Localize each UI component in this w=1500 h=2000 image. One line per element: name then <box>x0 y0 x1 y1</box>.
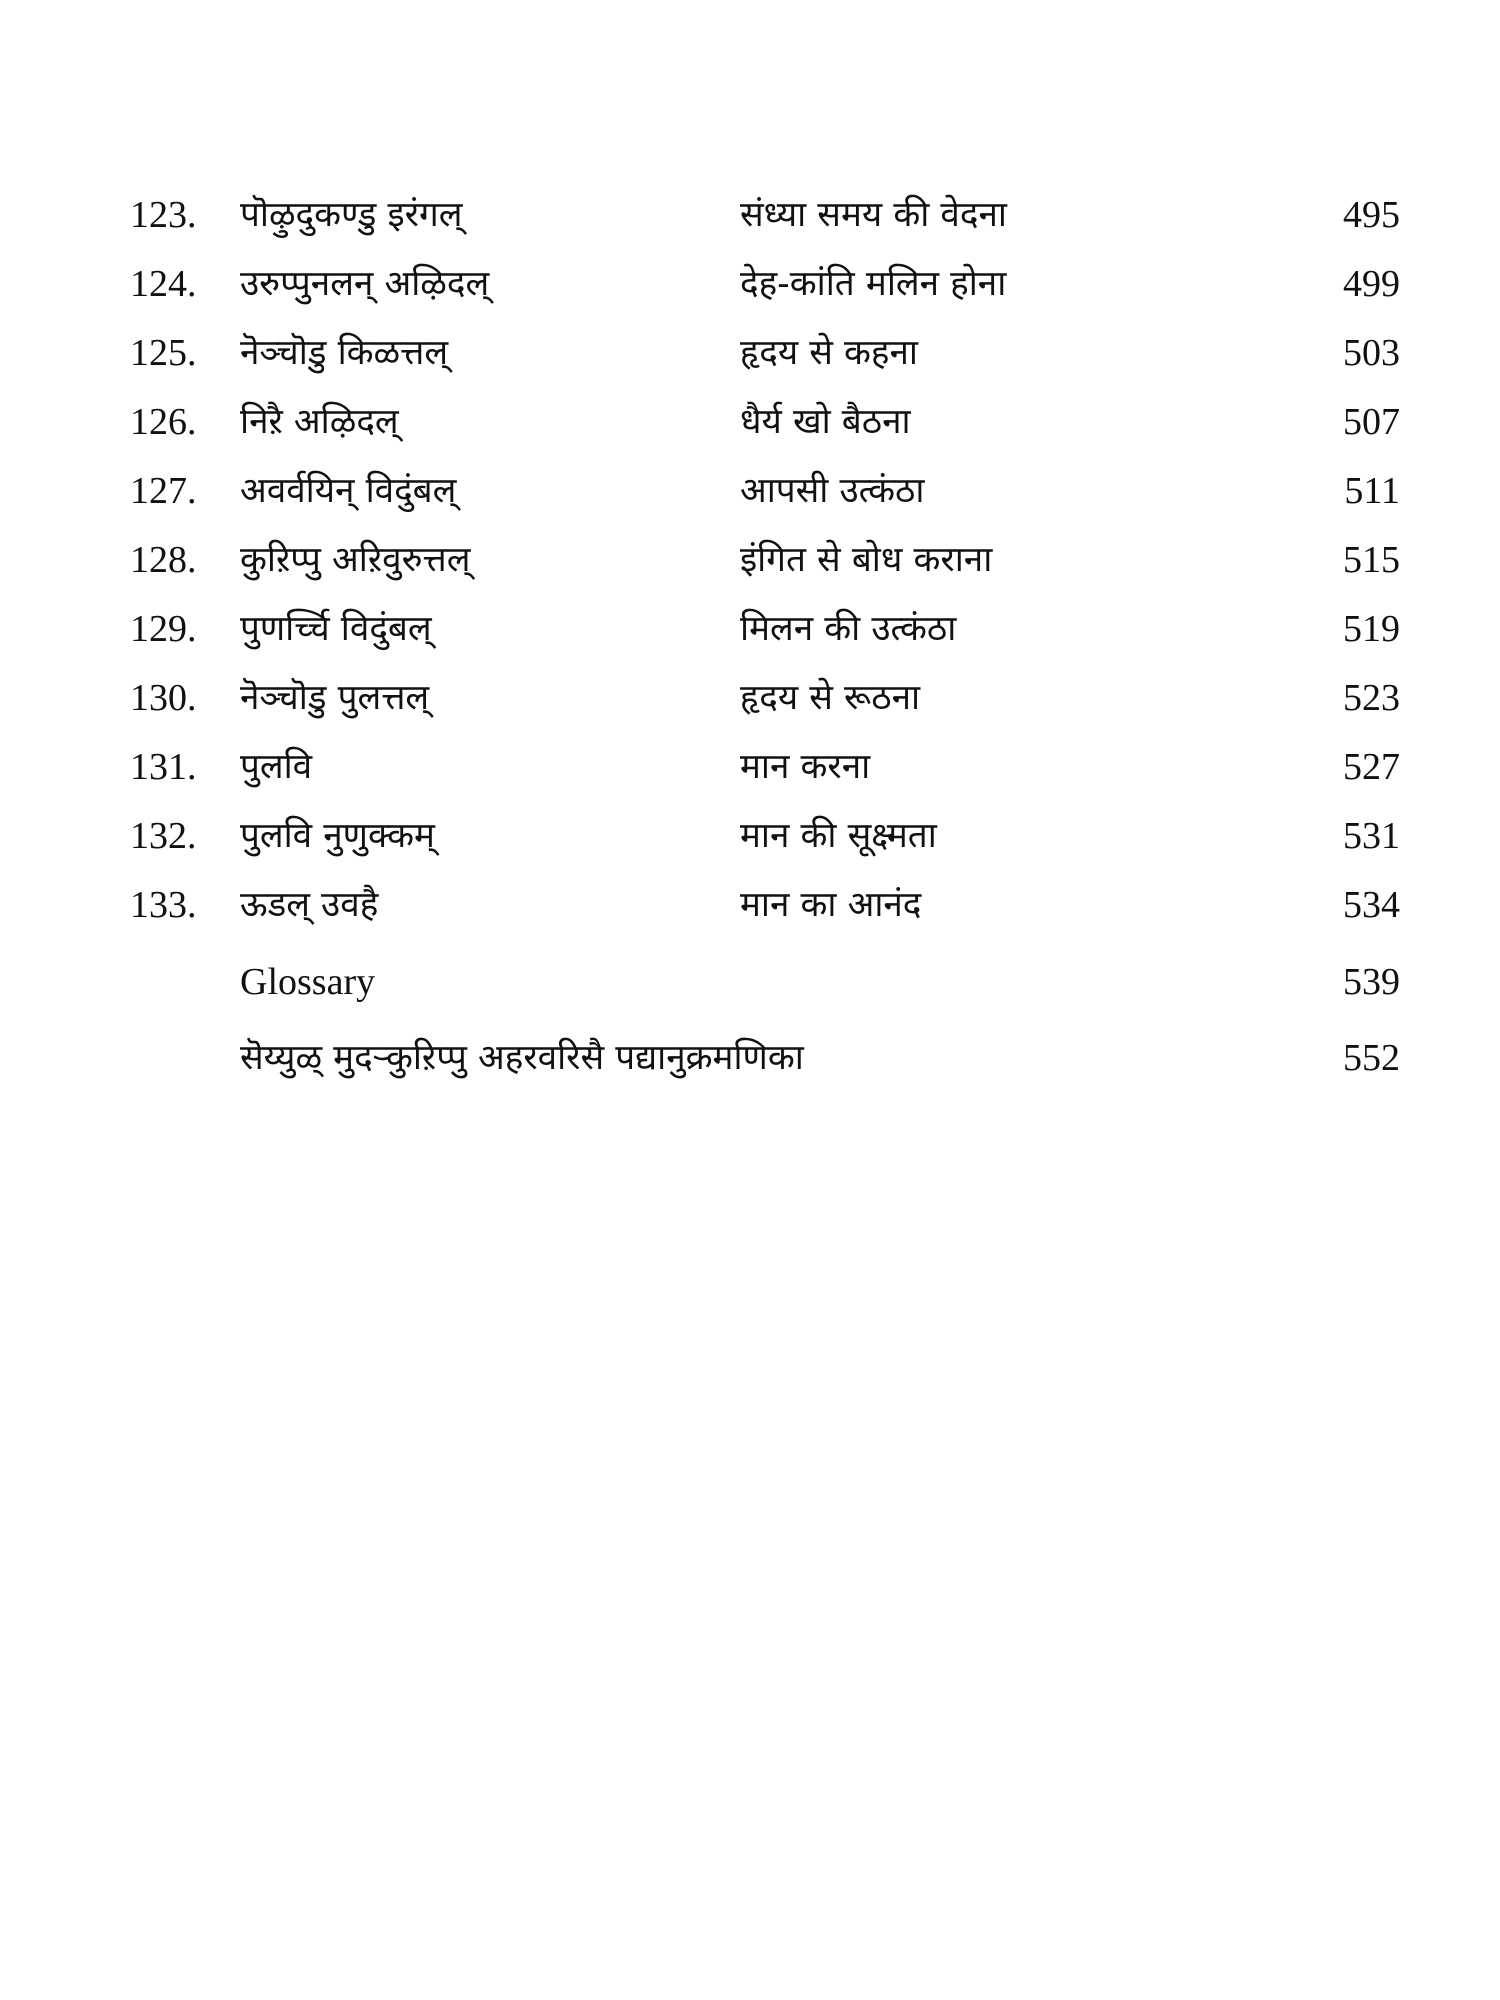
entry-number: 125. <box>130 332 197 374</box>
toc-entry <box>0 461 1500 521</box>
entry-page-number: 507 <box>1343 401 1400 443</box>
toc-entry <box>0 668 1500 728</box>
verse-index-page-number: 552 <box>1343 1037 1400 1079</box>
entry-page-number: 523 <box>1343 677 1400 719</box>
entry-meaning: मान करना <box>740 747 871 787</box>
entry-meaning: इंगित से बोध कराना <box>740 540 993 580</box>
entry-title: नॆञ्चॊडु पुलत्तल् <box>240 678 430 718</box>
entry-page-number: 503 <box>1343 332 1400 374</box>
entry-number: 133. <box>130 884 197 926</box>
entry-title: ऊडल् उवहै <box>240 885 379 925</box>
entry-page-number: 499 <box>1343 263 1400 305</box>
entry-title: अवर्वयिन् विदुंबल् <box>240 471 457 511</box>
toc-entry <box>0 875 1500 935</box>
entry-meaning: देह-कांति मलिन होना <box>740 264 1007 304</box>
entry-title: नॆञ्चॊडु किळत्तल् <box>240 333 449 373</box>
entry-number: 124. <box>130 263 197 305</box>
toc-entry <box>0 737 1500 797</box>
entry-number: 127. <box>130 470 197 512</box>
entry-meaning: संध्या समय की वेदना <box>740 195 1007 235</box>
entry-page-number: 515 <box>1343 539 1400 581</box>
entry-title: पॊऴुदुकण्डु इरंगल् <box>240 195 463 235</box>
toc-entry <box>0 254 1500 314</box>
entry-title: पुलवि नुणुक्कम् <box>240 816 435 856</box>
entry-meaning: मान की सूक्ष्मता <box>740 816 937 856</box>
glossary-title: Glossary <box>240 961 376 1003</box>
toc-glossary-entry <box>0 952 1500 1012</box>
entry-title: पुणर्च्चि विदुंबल् <box>240 609 432 649</box>
entry-number: 131. <box>130 746 197 788</box>
entry-title: उरुप्पुनलन् अऴिदल् <box>240 264 490 304</box>
entry-number: 129. <box>130 608 197 650</box>
entry-title: निऱै अऴिदल् <box>240 402 399 442</box>
entry-page-number: 495 <box>1343 194 1400 236</box>
entry-number: 126. <box>130 401 197 443</box>
toc-entry <box>0 392 1500 452</box>
glossary-page-number: 539 <box>1343 961 1400 1003</box>
toc-entry <box>0 530 1500 590</box>
entry-number: 130. <box>130 677 197 719</box>
toc-entry <box>0 599 1500 659</box>
toc-entry <box>0 185 1500 245</box>
entry-meaning: धैर्य खो बैठना <box>740 402 911 442</box>
entry-meaning: हृदय से रूठना <box>740 678 921 718</box>
verse-index-title: सॆय्युळ् मुदऱ्कुऱिप्पु अहरवरिसै पद्यानुक्रमणिका <box>240 1038 804 1078</box>
entry-meaning: मिलन की उत्कंठा <box>740 609 957 649</box>
entry-number: 123. <box>130 194 197 236</box>
entry-meaning: मान का आनंद <box>740 885 922 925</box>
entry-number: 132. <box>130 815 197 857</box>
entry-title: कुऱिप्पु अऱिवुरुत्तल् <box>240 540 471 580</box>
entry-number: 128. <box>130 539 197 581</box>
entry-meaning: आपसी उत्कंठा <box>740 471 925 511</box>
toc-entry <box>0 323 1500 383</box>
toc-entry <box>0 806 1500 866</box>
entry-title: पुलवि <box>240 747 313 787</box>
entry-meaning: हृदय से कहना <box>740 333 919 373</box>
entry-page-number: 511 <box>1344 470 1400 512</box>
entry-page-number: 534 <box>1343 884 1400 926</box>
toc-index-entry <box>0 1028 1500 1088</box>
entry-page-number: 519 <box>1343 608 1400 650</box>
entry-page-number: 527 <box>1343 746 1400 788</box>
entry-page-number: 531 <box>1343 815 1400 857</box>
